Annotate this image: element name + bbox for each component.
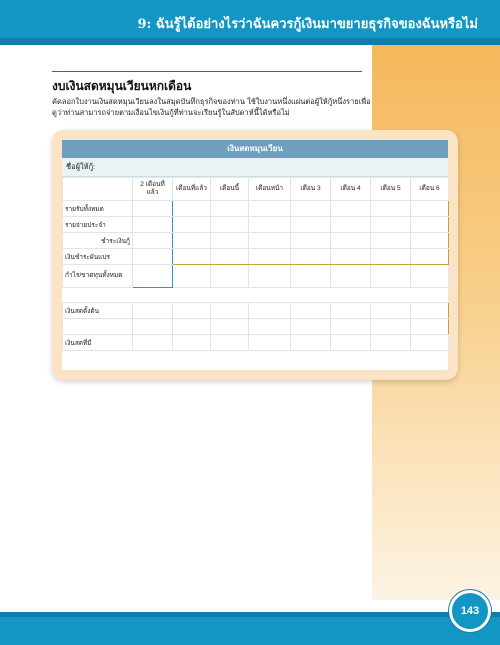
table-cell	[211, 335, 249, 351]
table-cell	[371, 335, 411, 351]
table-cell	[291, 265, 331, 288]
table-cell	[249, 201, 291, 217]
section-divider	[52, 71, 362, 72]
table-cell	[331, 319, 371, 335]
row-label-blank	[63, 319, 133, 335]
table-cell	[173, 233, 211, 249]
row-label-regular-expenses: รายจ่ายประจำ	[63, 217, 133, 233]
table-cell	[411, 319, 449, 335]
table-cell	[211, 217, 249, 233]
table-row	[63, 319, 449, 335]
column-header: 2 เดือนที่แล้ว	[133, 178, 173, 201]
table-row	[63, 265, 449, 288]
row-label-starting-cash: เงินสดตั้งต้น	[63, 303, 133, 319]
header-band	[0, 0, 500, 45]
table-cell	[173, 335, 211, 351]
table-cell	[371, 233, 411, 249]
column-header: เดือน 6	[411, 178, 449, 201]
table-cell	[133, 217, 173, 233]
table-cell	[249, 233, 291, 249]
worksheet-title: เงินสดหมุนเวียน	[62, 140, 448, 158]
table-cell	[331, 249, 371, 265]
table-cell	[211, 249, 249, 265]
column-header: เดือน 5	[371, 178, 411, 201]
column-header: เดือน 3	[291, 178, 331, 201]
row-label-total-income: รายรับทั้งหมด	[63, 201, 133, 217]
section-heading: งบเงินสดหมุนเวียนหกเดือน	[52, 79, 192, 93]
table-cell	[291, 335, 331, 351]
row-label-variable-payments: เงินชำระผันแปร	[63, 249, 133, 265]
table-cell	[173, 201, 211, 217]
table-cell	[133, 335, 173, 351]
table-cell	[371, 217, 411, 233]
table-cell	[411, 249, 449, 265]
row-label-pay-lender: ชำระเงินกู้	[63, 233, 133, 249]
table-cell	[291, 303, 331, 319]
table-cell	[133, 319, 173, 335]
column-header: เดือนหน้า	[249, 178, 291, 201]
table-cell	[331, 303, 371, 319]
table-row	[63, 233, 449, 249]
table-cell	[211, 319, 249, 335]
table-cell	[411, 265, 449, 288]
page-number-badge: 143	[449, 590, 491, 632]
table-row	[63, 249, 449, 265]
column-header: เดือนนี้	[211, 178, 249, 201]
table-cell	[331, 265, 371, 288]
table-cell	[371, 249, 411, 265]
worksheet-card	[52, 130, 458, 380]
table-cell	[249, 303, 291, 319]
row-label-cash-on-hand: เงินสดที่มี	[63, 335, 133, 351]
table-cell	[249, 217, 291, 233]
table-cell	[331, 217, 371, 233]
table-cell	[173, 249, 211, 265]
table-cell	[133, 201, 173, 217]
cash-flow-table	[62, 177, 449, 351]
table-cell	[371, 319, 411, 335]
table-cell	[133, 233, 173, 249]
table-cell	[411, 201, 449, 217]
footer-band	[0, 612, 500, 645]
table-cell	[133, 265, 173, 288]
header-blank-cell	[63, 178, 133, 201]
table-cell	[371, 265, 411, 288]
table-cell	[211, 303, 249, 319]
chapter-title: 9: ฉันรู้ได้อย่างไรว่าฉันควรกู้เงินมาขยายธุรกิจของฉันหรือไม่	[137, 17, 478, 32]
column-header: เดือนที่แล้ว	[173, 178, 211, 201]
table-cell	[291, 217, 331, 233]
table-cell	[173, 303, 211, 319]
table-cell	[249, 249, 291, 265]
section-intro-text: คัดลอกใบงานเงินสดหมุนเวียนลงในสมุดบันทึกธุรกิจของท่าน ใช้ใบงานหนึ่งแผ่นต่อผู้ให้กู้หนึ่งรายเพื่อดูว่าท่านสามารถจ่ายตามเงื่อนไขเงินกู้ที่ท่านจะเรียนรู้ในสัปดาห์นี้ได้หรือไม่	[52, 97, 371, 117]
table-cell	[411, 303, 449, 319]
table-cell	[411, 233, 449, 249]
table-row	[63, 201, 449, 217]
table-cell	[291, 201, 331, 217]
table-cell	[331, 335, 371, 351]
lender-name-field: ชื่อผู้ให้กู้:	[62, 158, 448, 177]
column-header: เดือน 4	[331, 178, 371, 201]
table-cell	[331, 233, 371, 249]
table-cell	[249, 319, 291, 335]
cash-flow-worksheet	[62, 140, 448, 370]
spacer-cell	[63, 288, 449, 303]
table-cell	[411, 335, 449, 351]
table-cell	[249, 335, 291, 351]
table-cell	[291, 233, 331, 249]
table-cell	[331, 201, 371, 217]
table-cell	[211, 233, 249, 249]
header-band-shade	[0, 38, 500, 45]
table-cell	[411, 217, 449, 233]
table-cell	[211, 265, 249, 288]
row-label-total-profit-loss: กำไร/ขาดทุนทั้งหมด	[63, 265, 133, 288]
table-header-row	[63, 178, 449, 201]
table-cell	[291, 249, 331, 265]
table-cell	[249, 265, 291, 288]
table-cell	[173, 319, 211, 335]
table-row	[63, 335, 449, 351]
table-cell	[211, 201, 249, 217]
table-cell	[371, 201, 411, 217]
table-cell	[291, 319, 331, 335]
table-cell	[133, 249, 173, 265]
table-cell	[371, 303, 411, 319]
table-cell	[133, 303, 173, 319]
table-row	[63, 217, 449, 233]
table-cell	[173, 217, 211, 233]
table-spacer-row	[63, 288, 449, 303]
table-cell	[173, 265, 211, 288]
table-row	[63, 303, 449, 319]
footer-band-shade	[0, 612, 500, 617]
